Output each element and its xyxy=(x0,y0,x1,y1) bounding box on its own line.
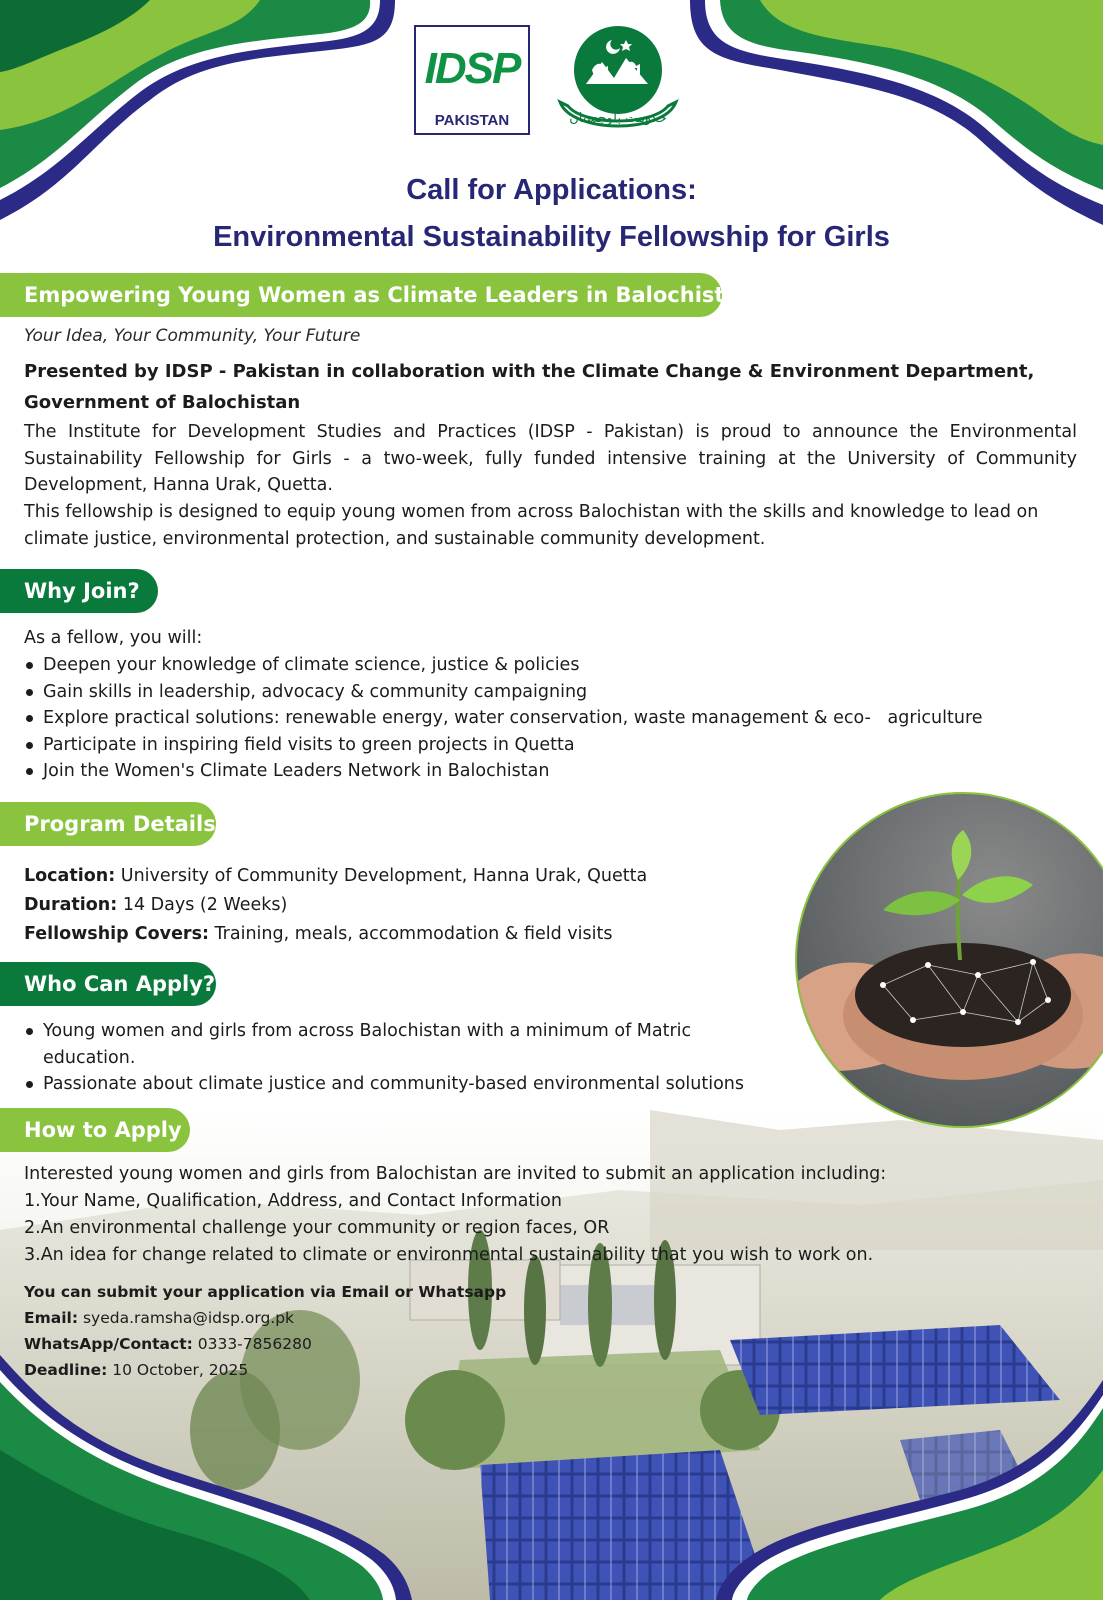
list-item: Deepen your knowledge of climate science, justice & policies xyxy=(24,652,1099,679)
list-item: Participate in inspiring field visits to green projects in Quetta xyxy=(24,732,1099,759)
list-item: Explore practical solutions: renewable energy, water conservation, waste management & eco- agriculture xyxy=(24,705,1099,732)
email-value[interactable]: syeda.ramsha@idsp.org.pk xyxy=(78,1309,295,1327)
apply-step-2: 2.An environmental challenge your community or region faces, OR xyxy=(24,1218,610,1238)
program-details-heading: Program Details xyxy=(0,802,216,846)
why-join-lead: As a fellow, you will: xyxy=(24,628,203,648)
whatsapp-label: WhatsApp/Contact: xyxy=(24,1335,193,1353)
covers-value: Training, meals, accommodation & field visits xyxy=(208,924,613,944)
list-item: Gain skills in leadership, advocacy & community campaigning xyxy=(24,679,1099,706)
duration-label: Duration: xyxy=(24,895,118,915)
email-label: Email: xyxy=(24,1309,79,1327)
who-can-apply-list xyxy=(24,1018,794,1098)
deadline-value: 10 October, 2025 xyxy=(107,1361,249,1379)
intro-banner: Empowering Young Women as Climate Leaders in Balochistan xyxy=(0,273,722,317)
location-label: Location: xyxy=(24,866,116,886)
intro-paragraph-1: The Institute for Development Studies and Practices (IDSP - Pakistan) is proud to announce the Environmental Sustainability Fellowship for Girls - a two-week, fully funded intensive training at the University of Community Development, Hanna Urak, Quetta. xyxy=(24,422,1077,495)
location-value: University of Community Development, Hanna Urak, Quetta xyxy=(115,866,648,886)
why-join-list xyxy=(24,652,1099,785)
apply-step-1: 1.Your Name, Qualification, Address, and Contact Information xyxy=(24,1191,562,1211)
page-title-line1: Call for Applications: xyxy=(406,174,697,206)
contact-deadline xyxy=(24,1357,248,1383)
idsp-logo-mark: IDSP xyxy=(424,44,520,93)
apply-lead: Interested young women and girls from Balochistan are invited to submit an application including: xyxy=(24,1164,887,1184)
deadline-label: Deadline: xyxy=(24,1361,108,1379)
list-item: Young women and girls from across Balochistan with a minimum of Matric education. xyxy=(24,1018,773,1071)
intro-paragraph-2: This fellowship is designed to equip young women from across Balochistan with the skills and knowledge to lead on climate justice, environmental protection, and sustainable community development. xyxy=(24,502,1039,549)
contact-email xyxy=(24,1305,294,1331)
how-to-apply-heading: How to Apply xyxy=(0,1108,190,1152)
program-covers xyxy=(24,920,612,949)
whatsapp-value[interactable]: 0333-7856280 xyxy=(192,1335,312,1353)
presented-by-line2: Government of Balochistan xyxy=(24,392,301,413)
idsp-logo xyxy=(414,25,530,135)
list-item: Join the Women's Climate Leaders Network in Balochistan xyxy=(24,758,1099,785)
balochistan-government-emblem xyxy=(552,22,684,140)
page-title-line2: Environmental Sustainability Fellowship for Girls xyxy=(213,221,890,253)
program-location xyxy=(24,862,647,891)
submit-instruction: You can submit your application via Email or Whatsapp xyxy=(24,1283,507,1301)
who-can-apply-heading: Who Can Apply? xyxy=(0,962,216,1006)
why-join-heading: Why Join? xyxy=(0,569,158,613)
apply-step-3: 3.An idea for change related to climate or environmental sustainability that you wish to work on. xyxy=(24,1245,874,1265)
presented-by-line1: Presented by IDSP - Pakistan in collaboration with the Climate Change & Environment Department, xyxy=(24,361,1035,382)
duration-value: 14 Days (2 Weeks) xyxy=(117,895,288,915)
contact-whatsapp xyxy=(24,1331,312,1357)
seedling-hands-photo xyxy=(788,790,1103,1130)
emblem-urdu-script: حکومت بلوچستان xyxy=(569,111,667,126)
covers-label: Fellowship Covers: xyxy=(24,924,209,944)
tagline: Your Idea, Your Community, Your Future xyxy=(24,326,361,346)
program-duration xyxy=(24,891,287,920)
list-item: Passionate about climate justice and community-based environmental solutions xyxy=(24,1071,794,1098)
idsp-logo-sub: PAKISTAN xyxy=(434,112,510,129)
